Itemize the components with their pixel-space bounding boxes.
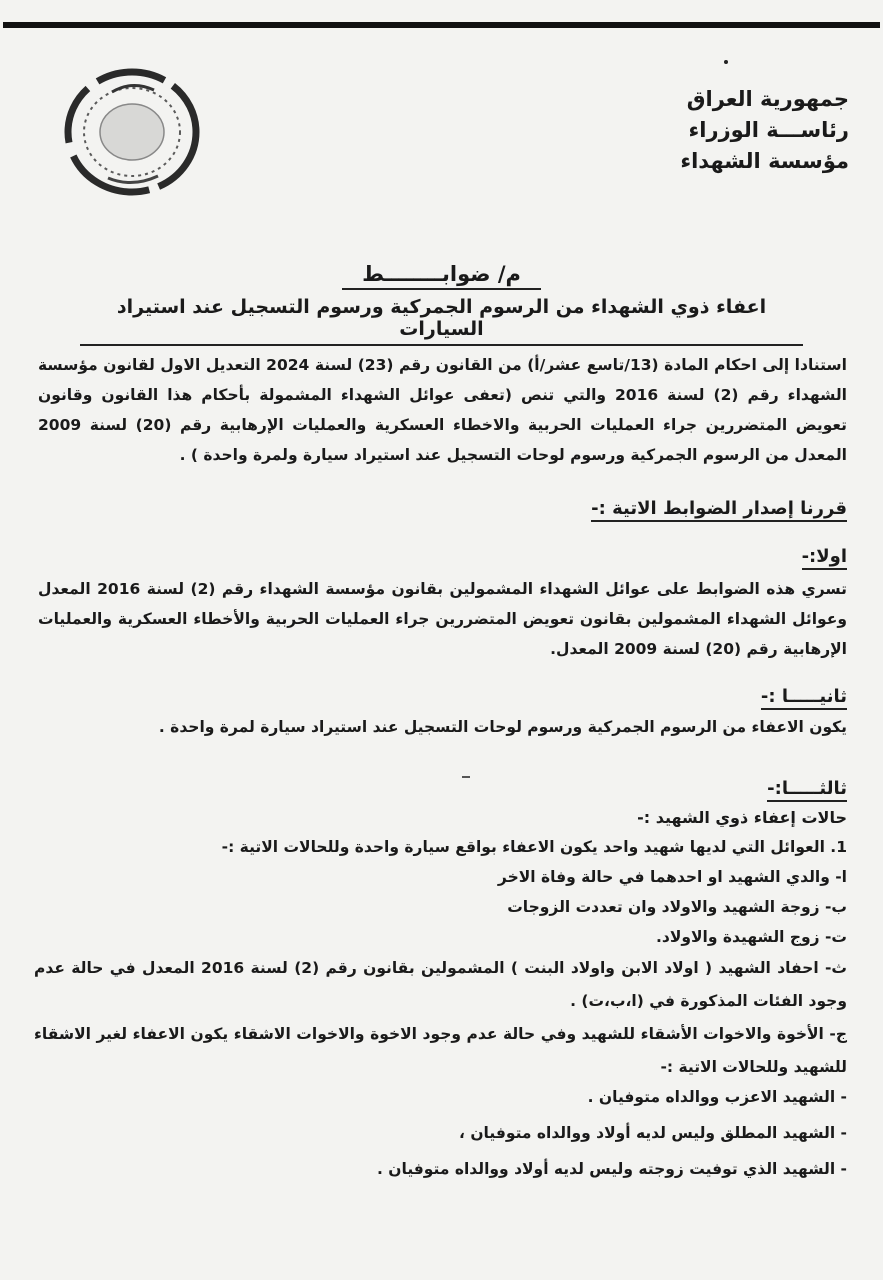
doc-type-label: م/ ضوابــــــــط [342, 262, 541, 290]
section-third-subheading: حالات إعفاء ذوي الشهيد :- [637, 808, 847, 827]
decision-heading: قررنا إصدار الضوابط الاتية :- [591, 498, 847, 522]
doc-subject: اعفاء ذوي الشهداء من الرسوم الجمركية ورسوم التسجيل عند استيراد السيارات [80, 296, 803, 346]
top-border-line [3, 22, 880, 28]
section-second-heading: ثانيـــــا :- [761, 686, 847, 710]
list-item: - الشهيد الاعزب ووالداه متوفيان . [587, 1088, 847, 1106]
document-title [80, 262, 803, 346]
list-item: - الشهيد الذي توفيت زوجته وليس لديه أولاد ووالداه متوفيان . [377, 1160, 847, 1178]
letterhead [680, 84, 849, 177]
section-second-text: يكون الاعفاء من الرسوم الجمركية ورسوم لوحات التسجيل عند استيراد سيارة لمرة واحدة . [158, 718, 847, 736]
header-foundation: مؤسسة الشهداء [680, 149, 849, 173]
section-first-text: تسري هذه الضوابط على عوائل الشهداء المشمولين بقانون مؤسسة الشهداء رقم (2) لسنة 2016 المعدل وعوائل الشهداء المشمولين بقانون تعويض المتضررين جراء العمليات الحربية والأخطاء العسكرية والعمليات الإرهابية رقم (20) لسنة 2009 المعدل. [38, 580, 847, 658]
list-item: 1. العوائل التي لديها شهيد واحد يكون الاعفاء بواقع سيارة واحدة وللحالات الاتية :- [221, 838, 847, 856]
header-ministry: رئاســـة الوزراء [688, 118, 849, 142]
list-item: - الشهيد المطلق وليس لديه أولاد ووالداه متوفيان ، [459, 1124, 847, 1142]
section-third-heading: ثالثـــــا:- [767, 778, 847, 802]
header-country: جمهورية العراق [686, 87, 849, 111]
ink-speck [462, 776, 470, 778]
ink-dot [724, 60, 728, 64]
list-item: ب- زوجة الشهيد والاولاد وان تعددت الزوجات [507, 898, 847, 916]
list-item: ا- والدي الشهيد او احدهما في حالة وفاة الاخر [497, 868, 847, 886]
list-item: ث- احفاد الشهيد ( اولاد الابن واولاد البنت ) المشمولين بقانون رقم (2) لسنة 2016 المعدل في حالة عدم وجود الفئات المذكورة في (ا،ب،ت) . [34, 959, 847, 1010]
seal-stamp-icon [52, 66, 212, 198]
section-first-heading: اولا:- [802, 546, 847, 570]
preamble-paragraph: استنادا إلى احكام المادة (13/تاسع عشر/أ) من القانون رقم (23) لسنة 2024 التعديل الاول لقانون مؤسسة الشهداء رقم (2) لسنة 2016 والتي تنص (تعفى عوائل الشهداء المشمولة بأحكام هذا القانون وقانون تعويض المتضررين جراء العمليات الحربية والاخطاء العسكرية والعمليات الإرهابية رقم (20) لسنة 2009 المعدل من الرسوم الجمركية ورسوم لوحات التسجيل عند استيراد سيارة ولمرة واحدة ) . [38, 356, 847, 464]
list-item: ج- الأخوة والاخوات الأشقاء للشهيد وفي حالة عدم وجود الاخوة والاخوات الاشقاء يكون الاعفاء لغير الاشقاء للشهيد وللحالات الاتية :- [34, 1025, 847, 1076]
list-item: ت- زوج الشهيدة والاولاد. [655, 928, 847, 946]
